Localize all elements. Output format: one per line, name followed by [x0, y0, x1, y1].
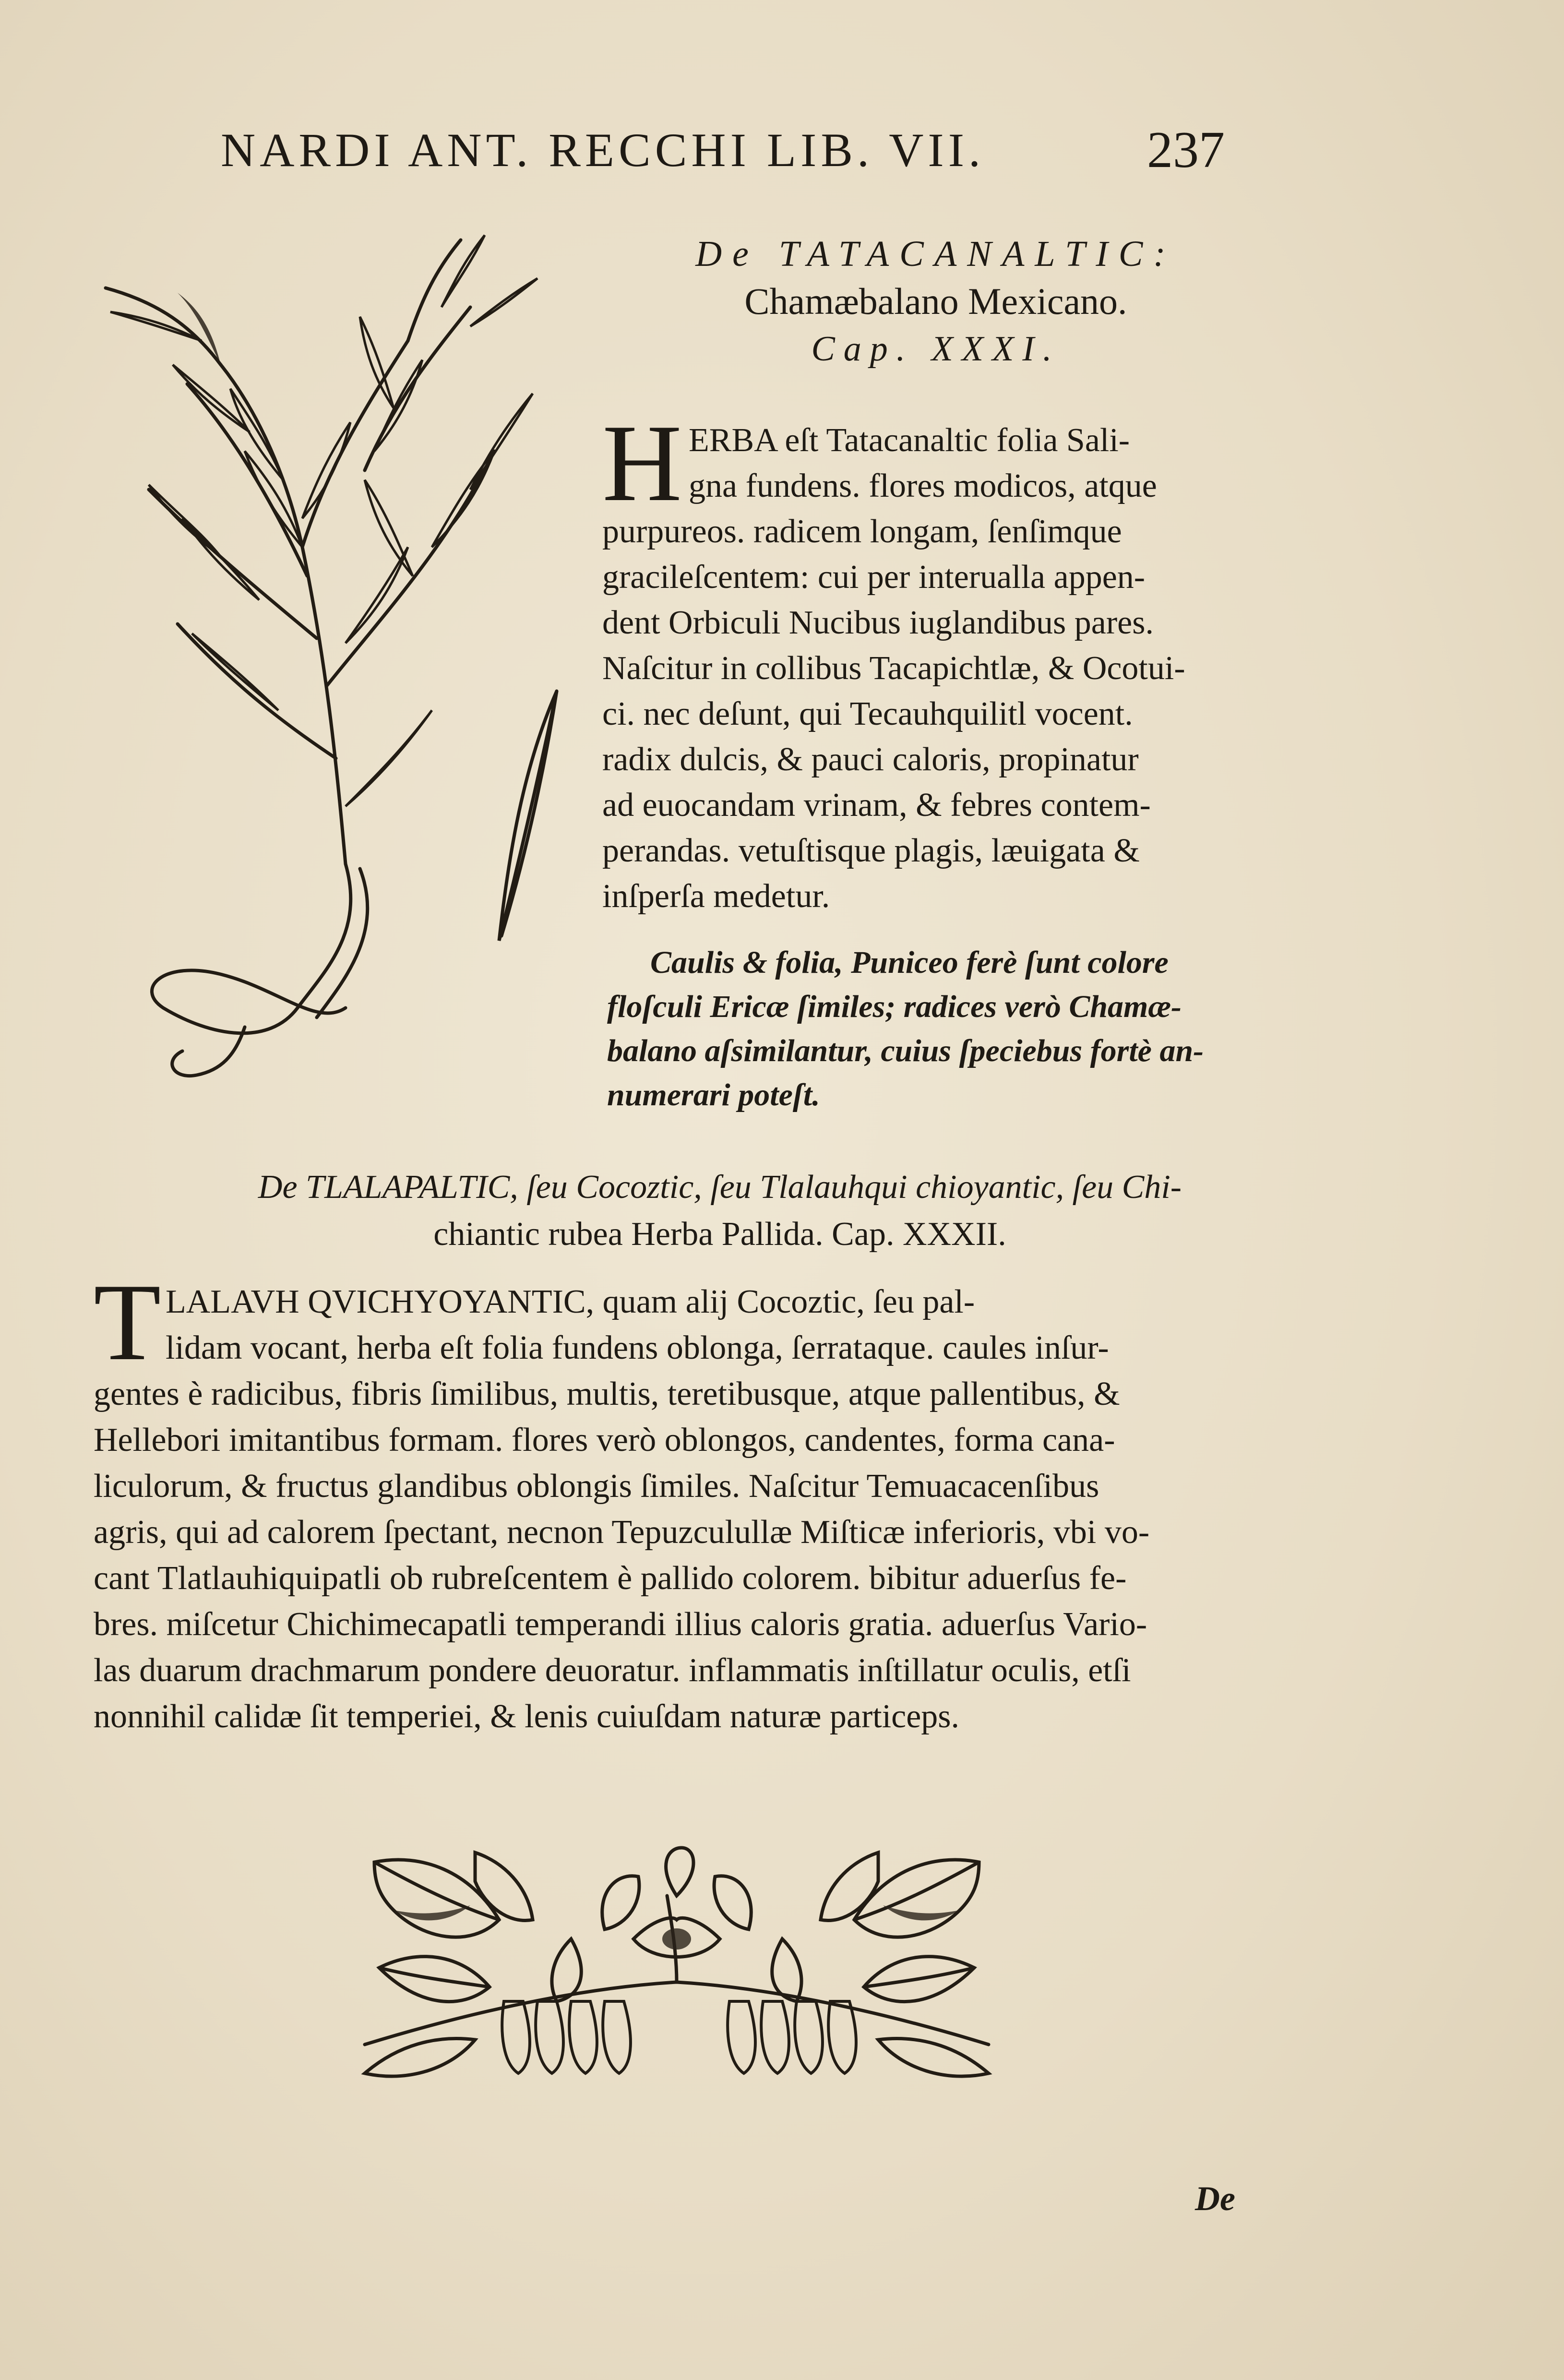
text-line: Naſcitur in collibus Tacapichtlæ, & Ocotui- [602, 650, 1185, 687]
chapter-31-subtitle: Chamæbalano Mexicano. [744, 280, 1127, 322]
chapter-31-text [602, 402, 1255, 919]
text-line: liculorum, & fructus glandibus oblongis ſimiles. Naſcitur Temuacacenſibus [94, 1468, 1099, 1505]
catchword: De [1195, 2179, 1235, 2218]
running-title: NARDI ANT. RECCHI LIB. VII. [221, 123, 985, 177]
chapter-31-heading [595, 230, 1277, 372]
text-line: ERBA eſt Tatacanaltic folia Sali- [689, 422, 1130, 459]
text-line: ad euocandam vrinam, & febres contem- [602, 787, 1151, 824]
text-line: agris, qui ad calorem ſpectant, necnon Tepuzculullæ Miſticæ inferioris, vbi vo- [94, 1514, 1150, 1551]
text-line: radix dulcis, & pauci caloris, propinatur [602, 741, 1139, 778]
text-line: las duarum drachmarum pondere deuoratur. inflammatis inſtillatur oculis, etſi [94, 1652, 1131, 1689]
text-line: ci. nec deſunt, qui Tecauhquilitl vocent. [602, 695, 1133, 732]
running-header [221, 121, 1229, 179]
text-line: Hellebori imitantibus formam. flores verò oblongos, candentes, forma cana- [94, 1422, 1115, 1459]
chapter-31-title: De TATACANALTIC: [695, 234, 1176, 274]
tlalapaltic-plant-woodcut [346, 1843, 1008, 2093]
chapter-31-dropcap: H [602, 402, 682, 524]
note-line: floſculi Ericæ ſimiles; radices verò Chamæ- [607, 989, 1182, 1024]
text-line: dent Orbiculi Nucibus iuglandibus pares. [602, 604, 1154, 641]
text-line: bres. miſcetur Chichimecapatli temperandi illius caloris gratia. aduerſus Vario- [94, 1606, 1147, 1643]
note-line: Caulis & folia, Puniceo ferè ſunt colore [650, 945, 1169, 980]
chapter-32-dropcap: T [94, 1261, 161, 1383]
text-line: nonnihil calidæ ſit temperiei, & lenis cuiuſdam naturæ particeps. [94, 1698, 960, 1735]
chapter-31-number: Cap. XXXI. [811, 329, 1061, 369]
text-line: purpureos. radicem longam, ſenſimque [602, 513, 1122, 550]
chapter-32-heading [120, 1164, 1320, 1258]
text-line: perandas. vetuſtisque plagis, læuigata & [602, 832, 1140, 869]
text-line: gentes è radicibus, fibris ſimilibus, multis, teretibusque, atque pallentibus, & [94, 1375, 1120, 1412]
text-line: LALAVH QVICHYOYANTIC, quam alij Cocoztic, ſeu pal- [166, 1283, 975, 1320]
note-line: balano aſsimilantur, cuius ſpeciebus fortè an- [607, 1033, 1204, 1068]
note-line: numerari poteſt. [607, 1077, 820, 1112]
chapter-32-title: De TLALAPALTIC, ſeu Cocoztic, ſeu Tlalauhqui chioyantic, ſeu Chi- [258, 1169, 1182, 1206]
chapter-31-annotation [607, 941, 1250, 1117]
text-line: gna fundens. flores modicos, atque [689, 467, 1157, 504]
text-line: cant Tlatlauhiquipatli ob rubreſcentem è pallido colorem. bibitur aduerſus fe- [94, 1560, 1127, 1597]
text-line: lidam vocant, herba eſt folia fundens oblonga, ſerrataque. caules inſur- [166, 1329, 1109, 1366]
text-line: inſperſa medetur. [602, 878, 830, 915]
tatacanaltic-plant-woodcut [77, 182, 600, 1113]
text-line: gracileſcentem: cui per interualla appen- [602, 559, 1146, 596]
page-number: 237 [1147, 121, 1225, 179]
chapter-32-text [94, 1261, 1298, 1740]
chapter-32-subtitle: chiantic rubea Herba Pallida. Cap. XXXII. [433, 1216, 1006, 1253]
